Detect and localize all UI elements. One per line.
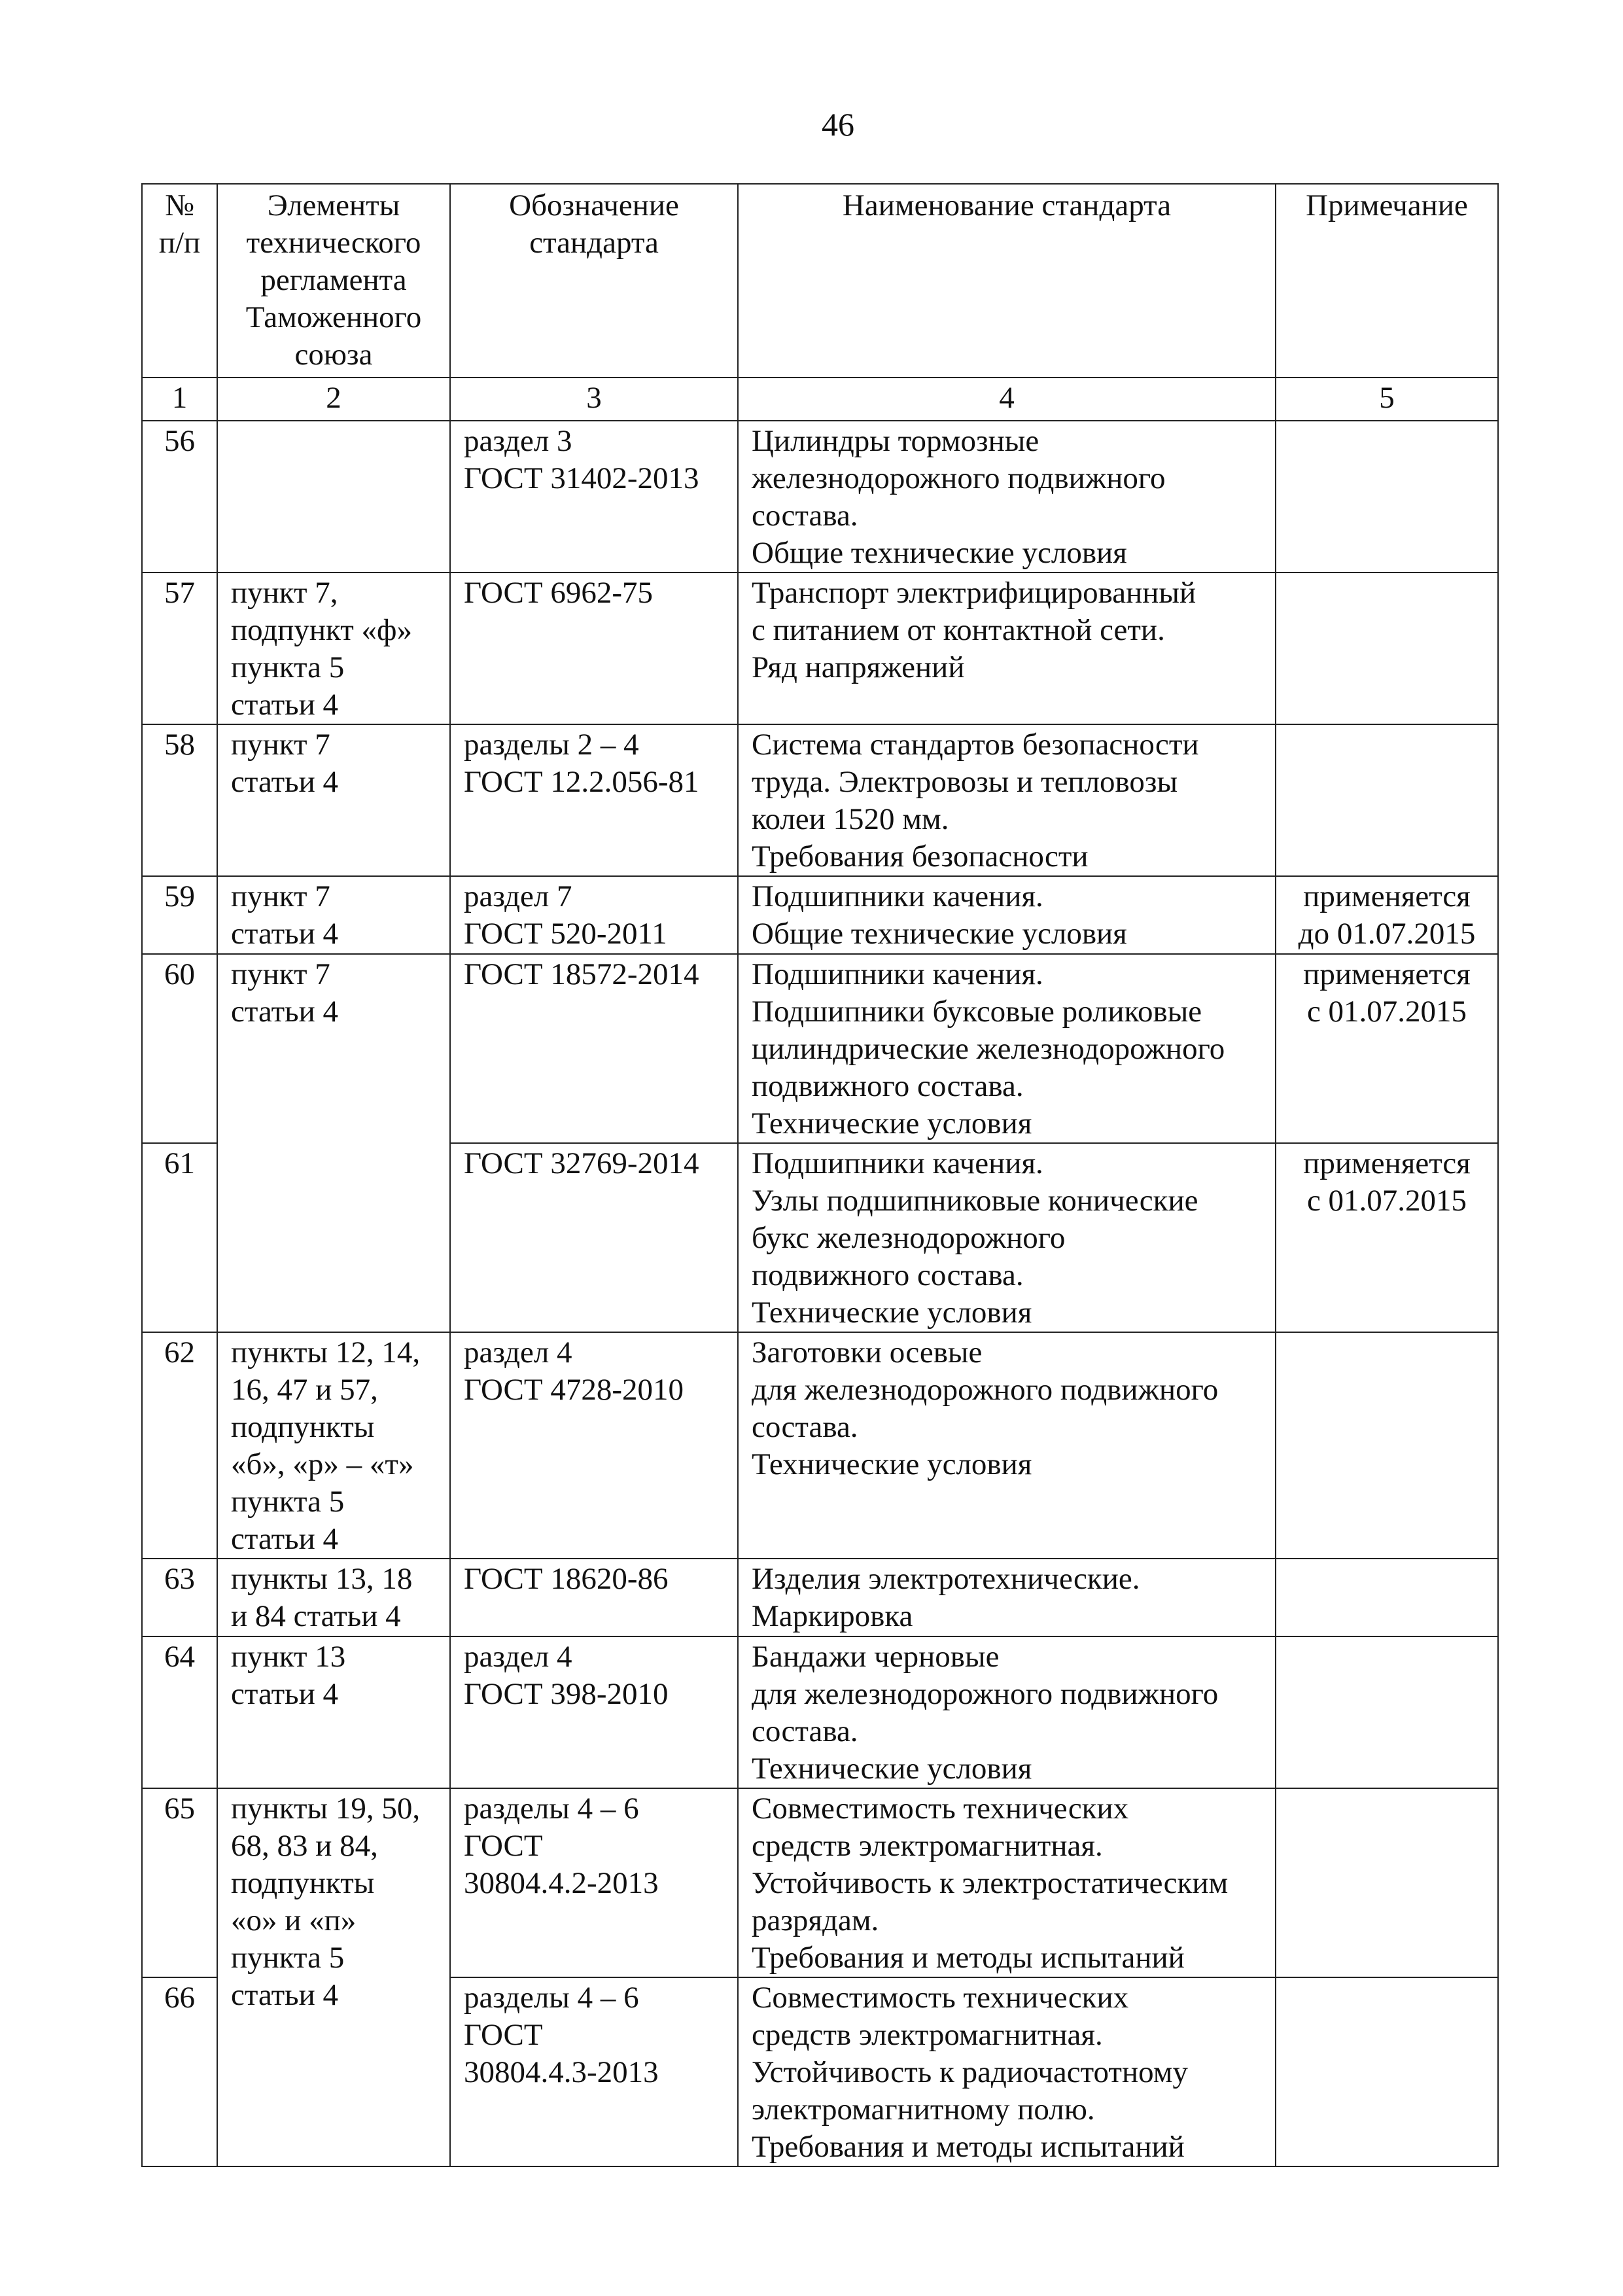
row-elements: [217, 1788, 450, 2166]
row-standard-name: [738, 573, 1276, 724]
table-row: [142, 1788, 1498, 1977]
cell-line: пункты 13, 18: [231, 1562, 413, 1596]
cell-line: пункты 19, 50,: [231, 1792, 421, 1826]
row-number: 63: [142, 1559, 217, 1636]
cell-line: стандарта: [529, 226, 659, 260]
row-designation: [450, 1636, 738, 1788]
cell-line: разделы 4 – 6: [464, 1792, 639, 1826]
row-designation: [450, 1143, 738, 1332]
cell-line: подпункт «ф»: [231, 613, 412, 647]
row-note: [1276, 421, 1498, 573]
header-note: [1276, 184, 1498, 378]
cell-line: пункта 5: [231, 1941, 345, 1975]
column-number: 1: [142, 378, 217, 421]
cell-line: №: [165, 188, 194, 222]
cell-line: 68, 83 и 84,: [231, 1829, 378, 1863]
cell-line: Система стандартов безопасности: [752, 728, 1199, 762]
cell-line: Общие технические условия: [752, 917, 1127, 951]
cell-line: Узлы подшипниковые конические: [752, 1184, 1198, 1218]
row-elements: [217, 1332, 450, 1559]
cell-line: подвижного состава.: [752, 1258, 1024, 1292]
cell-line: «о» и «п»: [231, 1903, 357, 1937]
row-elements: [217, 876, 450, 954]
cell-line: для железнодорожного подвижного: [752, 1373, 1219, 1407]
table-row: [142, 1636, 1498, 1788]
cell-line: статьи 4: [231, 1677, 338, 1711]
row-note: [1276, 876, 1498, 954]
row-designation: [450, 876, 738, 954]
cell-line: ГОСТ 398-2010: [464, 1677, 669, 1711]
column-number: 3: [450, 378, 738, 421]
row-number: 66: [142, 1977, 217, 2166]
table-row: [142, 573, 1498, 724]
cell-line: для железнодорожного подвижного: [752, 1677, 1219, 1711]
cell-line: пункт 13: [231, 1640, 346, 1674]
cell-line: Таможенного: [245, 300, 422, 334]
cell-line: раздел 3: [464, 424, 572, 458]
cell-line: Бандажи черновые: [752, 1640, 1000, 1674]
row-designation: [450, 1977, 738, 2166]
cell-line: регламента: [260, 263, 407, 297]
row-standard-name: [738, 1636, 1276, 1788]
cell-line: железнодорожного подвижного: [752, 461, 1166, 495]
row-designation: [450, 573, 738, 724]
cell-line: Совместимость технических: [752, 1792, 1129, 1826]
cell-line: раздел 4: [464, 1335, 572, 1369]
row-designation: [450, 1788, 738, 1977]
cell-line: Элементы: [267, 188, 400, 222]
cell-line: пункта 5: [231, 650, 345, 684]
header-elements: [217, 184, 450, 378]
cell-line: состава.: [752, 499, 858, 533]
cell-line: ГОСТ 32769-2014: [464, 1146, 699, 1180]
cell-line: 16, 47 и 57,: [231, 1373, 378, 1407]
column-number: 4: [738, 378, 1276, 421]
row-note: [1276, 1636, 1498, 1788]
cell-line: колеи 1520 мм.: [752, 802, 949, 836]
cell-line: пункта 5: [231, 1485, 345, 1519]
row-note: [1276, 573, 1498, 724]
cell-line: Общие технические условия: [752, 536, 1127, 570]
row-standard-name: [738, 1788, 1276, 1977]
cell-line: Маркировка: [752, 1599, 913, 1633]
row-number: 60: [142, 954, 217, 1143]
cell-line: Подшипники качения.: [752, 1146, 1043, 1180]
cell-line: 30804.4.3-2013: [464, 2055, 659, 2089]
cell-line: пункт 7: [231, 957, 330, 991]
row-note: [1276, 1559, 1498, 1636]
cell-line: п/п: [158, 226, 201, 260]
cell-line: 30804.4.2-2013: [464, 1866, 659, 1900]
cell-line: Устойчивость к радиочастотному: [752, 2055, 1188, 2089]
row-number: 62: [142, 1332, 217, 1559]
cell-line: пункты 12, 14,: [231, 1335, 421, 1369]
standards-table: [141, 183, 1499, 2167]
table-row: [142, 876, 1498, 954]
cell-line: применяется: [1303, 957, 1471, 991]
cell-line: букс железнодорожного: [752, 1221, 1066, 1255]
cell-line: Ряд напряжений: [752, 650, 965, 684]
row-standard-name: [738, 724, 1276, 876]
cell-line: Транспорт электрифицированный: [752, 576, 1196, 610]
cell-line: труда. Электровозы и тепловозы: [752, 765, 1178, 799]
table-row: [142, 954, 1498, 1143]
cell-line: разрядам.: [752, 1903, 879, 1937]
cell-line: Совместимость технических: [752, 1981, 1129, 2015]
column-number: 5: [1276, 378, 1498, 421]
cell-line: пункт 7: [231, 728, 330, 762]
page-number: 46: [822, 106, 854, 143]
table-row: [142, 1559, 1498, 1636]
cell-line: Требования безопасности: [752, 839, 1089, 874]
row-designation: [450, 421, 738, 573]
row-standard-name: [738, 876, 1276, 954]
cell-line: Подшипники буксовые роликовые: [752, 995, 1202, 1029]
row-elements: [217, 573, 450, 724]
cell-line: с 01.07.2015: [1306, 995, 1467, 1029]
cell-line: Технические условия: [752, 1296, 1032, 1330]
cell-line: Требования и методы испытаний: [752, 2130, 1185, 2164]
table-row: [142, 1332, 1498, 1559]
row-standard-name: [738, 1559, 1276, 1636]
cell-line: ГОСТ 520-2011: [464, 917, 667, 951]
row-elements: [217, 1559, 450, 1636]
row-designation: [450, 1559, 738, 1636]
cell-line: союза: [294, 338, 373, 372]
cell-line: с питанием от контактной сети.: [752, 613, 1165, 647]
cell-line: Цилиндры тормозные: [752, 424, 1039, 458]
header-number: [142, 184, 217, 378]
cell-line: состава.: [752, 1410, 858, 1444]
cell-line: подпункты: [231, 1866, 375, 1900]
row-note: [1276, 1977, 1498, 2166]
cell-line: статьи 4: [231, 917, 338, 951]
row-elements: [217, 1636, 450, 1788]
row-number: 57: [142, 573, 217, 724]
cell-line: статьи 4: [231, 765, 338, 799]
cell-line: Заготовки осевые: [752, 1335, 983, 1369]
cell-line: технического: [246, 226, 421, 260]
cell-line: средств электромагнитная.: [752, 2018, 1103, 2052]
cell-line: Обозначение: [509, 188, 679, 222]
row-designation: [450, 1332, 738, 1559]
cell-line: и 84 статьи 4: [231, 1599, 401, 1633]
cell-line: Технические условия: [752, 1106, 1032, 1140]
row-number: 61: [142, 1143, 217, 1332]
row-elements: [217, 724, 450, 876]
cell-line: статьи 4: [231, 1978, 338, 2012]
row-number: 64: [142, 1636, 217, 1788]
cell-line: разделы 2 – 4: [464, 728, 639, 762]
row-elements: [217, 421, 450, 573]
row-standard-name: [738, 421, 1276, 573]
table-header-row: [142, 184, 1498, 378]
row-standard-name: [738, 1332, 1276, 1559]
row-standard-name: [738, 954, 1276, 1143]
cell-line: Подшипники качения.: [752, 957, 1043, 991]
cell-line: ГОСТ 12.2.056-81: [464, 765, 699, 799]
cell-line: с 01.07.2015: [1306, 1184, 1467, 1218]
cell-line: раздел 4: [464, 1640, 572, 1674]
cell-line: ГОСТ: [464, 1829, 543, 1863]
cell-line: разделы 4 – 6: [464, 1981, 639, 2015]
row-note: [1276, 1143, 1498, 1332]
cell-line: пункт 7: [231, 879, 330, 913]
cell-line: до 01.07.2015: [1298, 917, 1476, 951]
row-standard-name: [738, 1143, 1276, 1332]
cell-line: Наименование стандарта: [842, 188, 1172, 222]
header-designation: [450, 184, 738, 378]
cell-line: статьи 4: [231, 995, 338, 1029]
cell-line: Технические условия: [752, 1752, 1032, 1786]
row-number: 65: [142, 1788, 217, 1977]
cell-line: подвижного состава.: [752, 1069, 1024, 1103]
cell-line: Примечание: [1306, 188, 1468, 222]
row-number: 59: [142, 876, 217, 954]
cell-line: раздел 7: [464, 879, 572, 913]
cell-line: статьи 4: [231, 688, 338, 722]
row-designation: [450, 954, 738, 1143]
row-elements: [217, 954, 450, 1332]
column-number-row: [142, 378, 1498, 421]
row-number: 58: [142, 724, 217, 876]
cell-line: Технические условия: [752, 1447, 1032, 1481]
cell-line: пункт 7,: [231, 576, 338, 610]
cell-line: средств электромагнитная.: [752, 1829, 1103, 1863]
row-note: [1276, 724, 1498, 876]
cell-line: Устойчивость к электростатическим: [752, 1866, 1229, 1900]
cell-line: ГОСТ 31402-2013: [464, 461, 699, 495]
header-standard-name: [738, 184, 1276, 378]
cell-line: подпункты: [231, 1410, 375, 1444]
cell-line: ГОСТ 18620-86: [464, 1562, 669, 1596]
row-note: [1276, 1332, 1498, 1559]
cell-line: Изделия электротехнические.: [752, 1562, 1140, 1596]
cell-line: применяется: [1303, 1146, 1471, 1180]
row-note: [1276, 1788, 1498, 1977]
cell-line: цилиндрические железнодорожного: [752, 1032, 1225, 1066]
table-row: [142, 421, 1498, 573]
row-standard-name: [738, 1977, 1276, 2166]
cell-line: применяется: [1303, 879, 1471, 913]
row-designation: [450, 724, 738, 876]
row-number: 56: [142, 421, 217, 573]
cell-line: ГОСТ 6962-75: [464, 576, 653, 610]
column-number: 2: [217, 378, 450, 421]
cell-line: статьи 4: [231, 1522, 338, 1556]
cell-line: электромагнитному полю.: [752, 2093, 1095, 2127]
cell-line: ГОСТ: [464, 2018, 543, 2052]
cell-line: состава.: [752, 1714, 858, 1748]
table-row: [142, 724, 1498, 876]
cell-line: Требования и методы испытаний: [752, 1941, 1185, 1975]
cell-line: Подшипники качения.: [752, 879, 1043, 913]
cell-line: ГОСТ 4728-2010: [464, 1373, 684, 1407]
cell-line: «б», «р» – «т»: [231, 1447, 414, 1481]
cell-line: ГОСТ 18572-2014: [464, 957, 699, 991]
row-note: [1276, 954, 1498, 1143]
